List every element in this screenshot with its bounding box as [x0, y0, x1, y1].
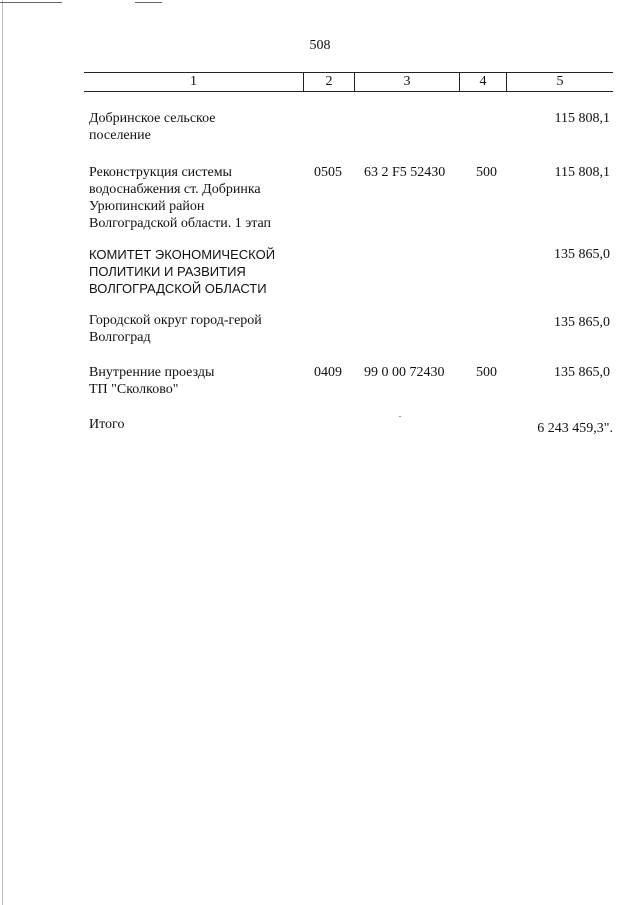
header-col-2: 2 — [303, 73, 354, 91]
row-name-line: ТП "Сколково" — [89, 382, 179, 397]
row-expense-type: 500 — [476, 165, 497, 180]
row-name-line: ВОЛГОГРАДСКОЙ ОБЛАСТИ — [89, 281, 267, 296]
total-label: Итого — [89, 417, 125, 432]
scan-top-fragment — [135, 2, 162, 3]
row-section-code: 0505 — [314, 165, 342, 180]
scan-edge-line — [2, 0, 3, 905]
row-name — [89, 164, 314, 232]
row-sum: 115 808,1 — [554, 165, 610, 180]
row-name — [89, 110, 314, 144]
page-number: 508 — [309, 38, 331, 53]
row-name-line: водоснабжения ст. Добринка — [89, 182, 261, 197]
row-name-line: Волгоградской области. 1 этап — [89, 216, 272, 231]
row-name-line: Добринское сельское — [89, 111, 216, 126]
row-name — [89, 364, 314, 398]
row-section-code: 0409 — [314, 365, 342, 380]
row-sum: 115 808,1 — [554, 111, 610, 126]
header-col-1: 1 — [190, 74, 197, 89]
row-name-line: Внутренние проезды — [89, 365, 215, 380]
header-col-5: 5 — [506, 73, 613, 91]
row-name-line: Урюпинский район — [89, 199, 205, 214]
row-name-line: поселение — [89, 128, 151, 143]
scan-speck — [399, 416, 401, 417]
header-col-3: 3 — [354, 73, 459, 91]
row-name-line: Реконструкция системы — [89, 165, 232, 180]
row-name-line: КОМИТЕТ ЭКОНОМИЧЕСКОЙ — [89, 247, 276, 262]
row-name — [89, 246, 314, 297]
row-expense-type: 500 — [476, 365, 497, 380]
row-sum: 135 865,0 — [554, 247, 610, 262]
row-name-line: ПОЛИТИКИ И РАЗВИТИЯ — [89, 264, 246, 279]
row-name-line: Городской округ город-герой — [89, 313, 262, 328]
total-sum: 6 243 459,3". — [537, 421, 613, 436]
row-sum: 135 865,0 — [554, 315, 610, 330]
row-name-line: Волгоград — [89, 330, 151, 345]
scan-top-fragment — [0, 2, 62, 3]
row-target-code: 99 0 00 72430 — [364, 365, 445, 380]
table-header — [84, 72, 613, 92]
row-name — [89, 312, 314, 346]
row-target-code: 63 2 F5 52430 — [364, 165, 446, 180]
row-sum: 135 865,0 — [554, 365, 610, 380]
header-col-4: 4 — [459, 73, 506, 91]
